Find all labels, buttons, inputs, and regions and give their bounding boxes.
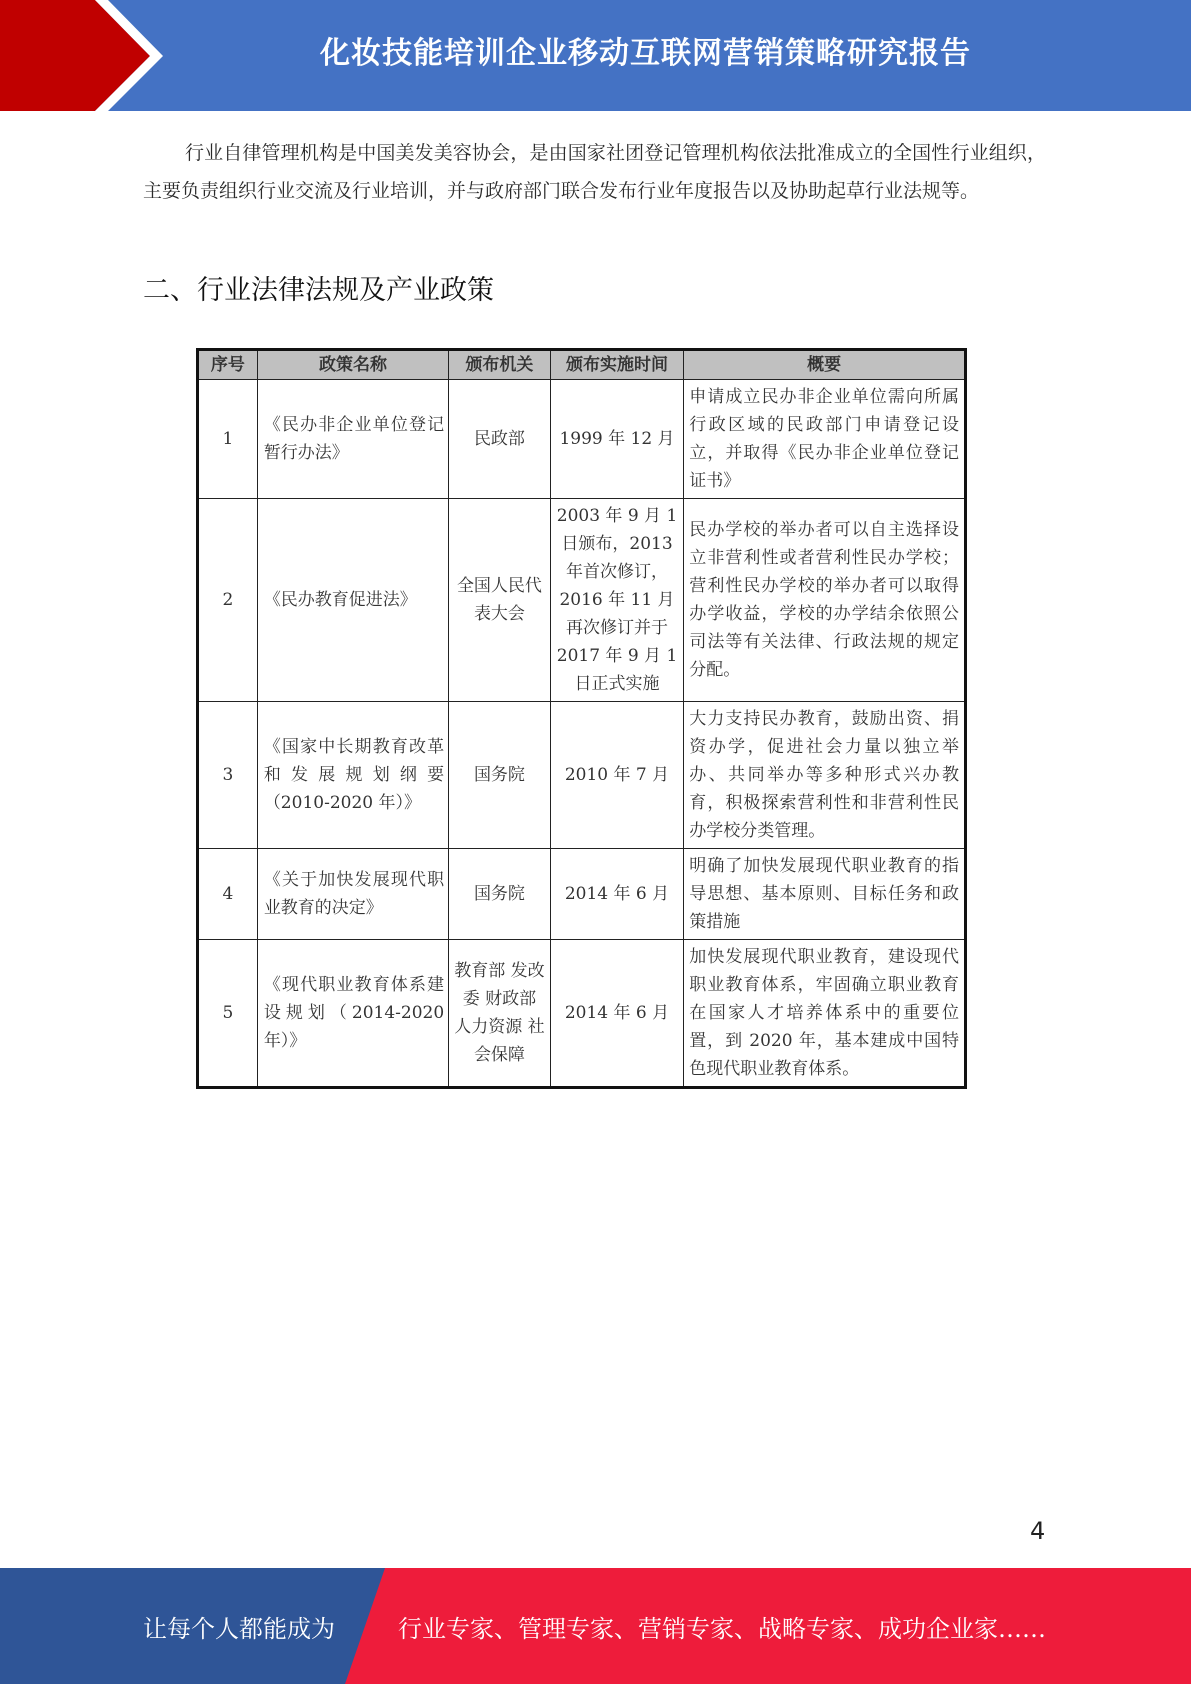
header-issuer: 颁布机关 (449, 350, 551, 380)
body-paragraph: 行业自律管理机构是中国美发美容协会，是由国家社团登记管理机构依法批准成立的全国性行业组织，主要负责组织行业交流及行业培训，并与政府部门联合发布行业年度报告以及协助起草行业法规等。 (143, 142, 1046, 202)
header-name: 政策名称 (257, 350, 448, 380)
cell-date: 2003 年 9 月 1 日颁布，2013 年首次修订，2016 年 11 月再次修订并于 2017 年 9 月 1 日正式实施 (550, 499, 684, 702)
report-title: 化妆技能培训企业移动互联网营销策略研究报告 (320, 36, 971, 71)
cell-summary: 民办学校的举办者可以自主选择设立非营利性或者营利性民办学校；营利性民办学校的举办者可以取得办学收益，学校的办学结余依照公司法等有关法律、行政法规的规定分配。 (684, 499, 966, 702)
header-no: 序号 (198, 350, 258, 380)
cell-summary: 加快发展现代职业教育，建设现代职业教育体系，牢固确立职业教育在国家人才培养体系中的重要位置，到 2020 年，基本建成中国特色现代职业教育体系。 (684, 940, 966, 1088)
footer-slogan-right: 行业专家、管理专家、营销专家、战略专家、成功企业家…… (398, 1614, 1046, 1643)
cell-no: 2 (198, 499, 258, 702)
table-row (198, 849, 966, 940)
table-row (198, 702, 966, 849)
table-row (198, 380, 966, 499)
cell-no: 3 (198, 702, 258, 849)
policy-table (196, 348, 967, 1089)
cell-date: 2014 年 6 月 (550, 849, 684, 940)
section-heading: 二、行业法律法规及产业政策 (143, 275, 494, 306)
header-summary: 概要 (684, 350, 966, 380)
cell-issuer: 国务院 (449, 849, 551, 940)
cell-issuer: 民政部 (449, 380, 551, 499)
cell-name: 《民办非企业单位登记暂行办法》 (257, 380, 448, 499)
cell-name: 《现代职业教育体系建设规划（2014-2020 年）》 (257, 940, 448, 1088)
cell-name: 《关于加快发展现代职业教育的决定》 (257, 849, 448, 940)
cell-no: 1 (198, 380, 258, 499)
cell-no: 5 (198, 940, 258, 1088)
cell-date: 1999 年 12 月 (550, 380, 684, 499)
cell-name: 《民办教育促进法》 (257, 499, 448, 702)
page-number: 4 (1030, 1517, 1046, 1545)
cell-summary: 申请成立民办非企业单位需向所属行政区域的民政部门申请登记设立，并取得《民办非企业单位登记证书》 (684, 380, 966, 499)
table-row (198, 499, 966, 702)
cell-date: 2014 年 6 月 (550, 940, 684, 1088)
page-footer (0, 1568, 1191, 1684)
cell-date: 2010 年 7 月 (550, 702, 684, 849)
page-header (0, 0, 1191, 111)
cell-name: 《国家中长期教育改革和发展规划纲要（2010-2020 年）》 (257, 702, 448, 849)
footer-slogan-left: 让每个人都能成为 (143, 1614, 335, 1643)
cell-no: 4 (198, 849, 258, 940)
cell-summary: 明确了加快发展现代职业教育的指导思想、基本原则、目标任务和政策措施 (684, 849, 966, 940)
cell-summary: 大力支持民办教育，鼓励出资、捐资办学，促进社会力量以独立举办、共同举办等多种形式兴办教育，积极探索营利性和非营利性民办学校分类管理。 (684, 702, 966, 849)
header-date: 颁布实施时间 (550, 350, 684, 380)
cell-issuer: 教育部 发改委 财政部 人力资源 社会保障 (449, 940, 551, 1088)
cell-issuer: 国务院 (449, 702, 551, 849)
cell-issuer: 全国人民代表大会 (449, 499, 551, 702)
table-header-row (198, 350, 966, 380)
table-row (198, 940, 966, 1088)
